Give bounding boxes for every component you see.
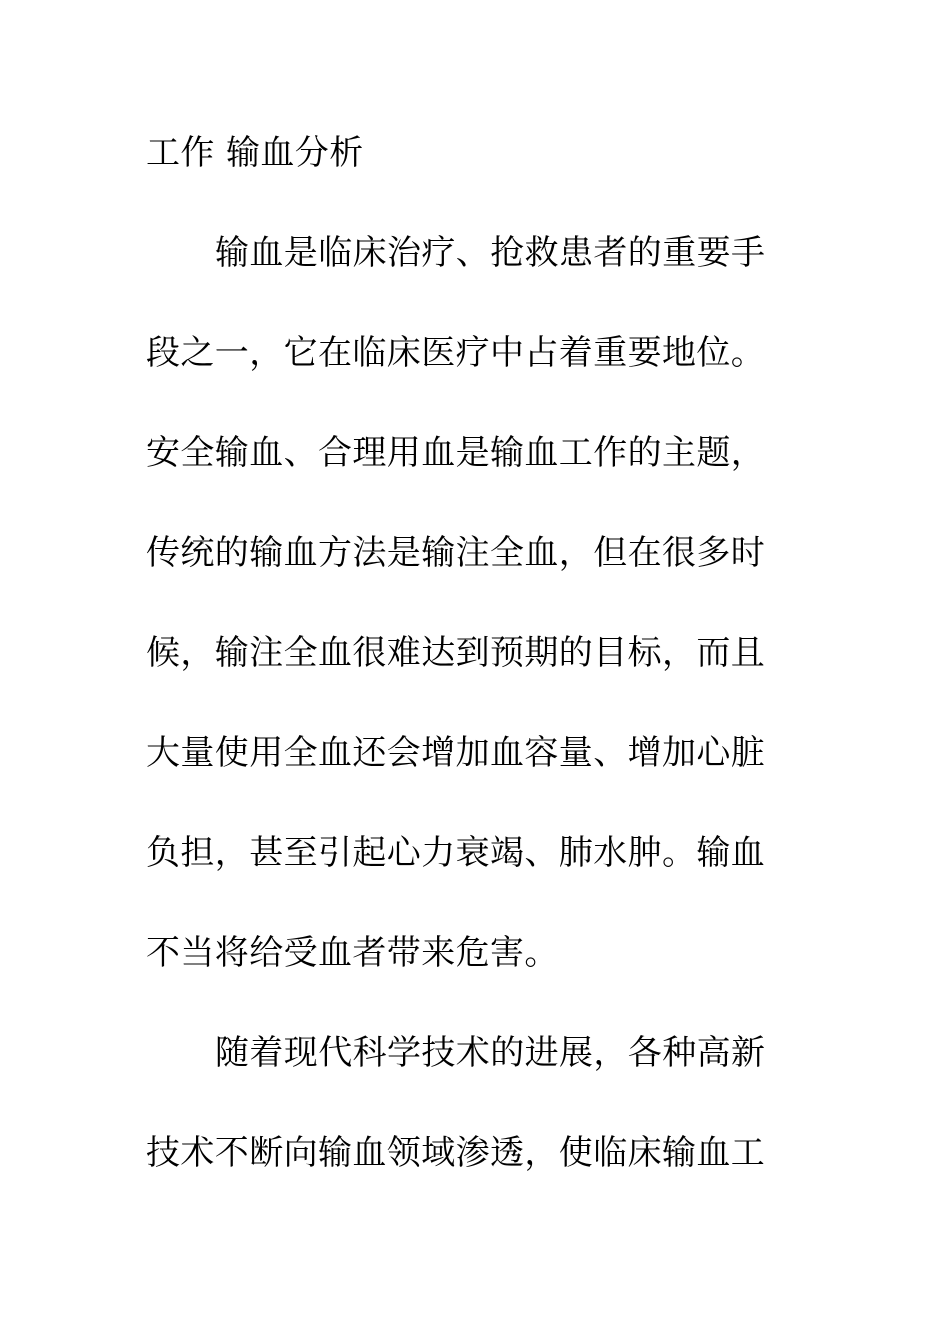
paragraph-1-line-3: 安全输血、合理用血是输血工作的主题， [146, 433, 766, 473]
paragraph-2-line-2: 技术不断向输血领域渗透，使临床输血工 [146, 1133, 766, 1173]
document-title: 工作 输血分析 [146, 133, 364, 173]
paragraph-2-line-1: 随着现代科学技术的进展，各种高新 [215, 1033, 766, 1073]
paragraph-1-line-2: 段之一，它在临床医疗中占着重要地位。 [146, 333, 766, 373]
paragraph-1-line-6: 大量使用全血还会增加血容量、增加心脏 [146, 733, 766, 773]
paragraph-1-line-5: 候，输注全血很难达到预期的目标，而且 [146, 633, 766, 673]
paragraph-1-line-7: 负担，甚至引起心力衰竭、肺水肿。输血 [146, 833, 766, 873]
paragraph-1-line-8: 不当将给受血者带来危害。 [146, 933, 559, 973]
paragraph-1-line-1: 输血是临床治疗、抢救患者的重要手 [215, 233, 766, 273]
paragraph-1-line-4: 传统的输血方法是输注全血，但在很多时 [146, 533, 766, 573]
